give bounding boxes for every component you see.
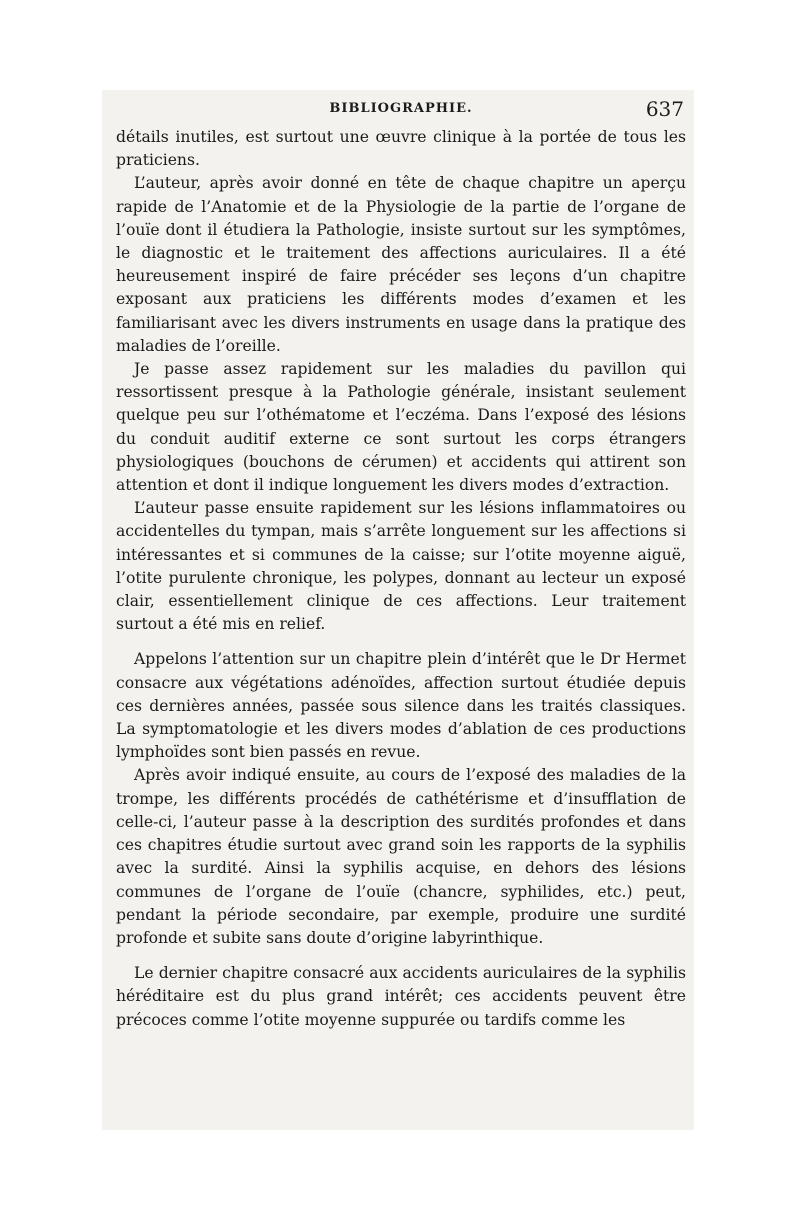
body-text [116,126,686,1032]
page-header [118,97,684,121]
page-number: 637 [645,97,684,121]
paragraph-continuation: détails inutiles, est surtout une œuvre clinique à la portée de tous les praticiens. [116,128,686,170]
paragraph-tympan: L’auteur passe ensuite rapidement sur les lésions inflammatoires ou accidentelles du tympan, mais s’arrête longuement sur les affections si intéressantes et si communes de la caisse; sur l’otite moyenne aiguë, l’otite purulente chronique, les polypes, donnant au lecteur un exposé clair, essentiellement clinique de ces affections. Leur traitement surtout a été mis en relief. [116,499,686,634]
paragraph-vegetations: Appelons l’attention sur un chapitre plein d’intérêt que le Dr Hermet consacre aux végétations adénoïdes, affection surtout étudiée depuis ces dernières années, passée sous silence dans les traités classiques. La symptomatologie et les divers modes d’ablation de ces productions lymphoïdes sont bien passés en revue. [116,650,686,762]
paragraph-author-overview: L’auteur, après avoir donné en tête de chaque chapitre un aperçu rapide de l’Anatomie et de la Physiologie de la partie de l’organe de l’ouïe dont il étudiera la Pathologie, insiste surtout sur les symptômes, le diagnostic et le traitement des affections auriculaires. Il a été heureusement inspiré de faire précéder ses leçons d’un chapitre exposant aux praticiens les différents modes d’examen et les familiarisant avec les divers instruments en usage dans la pratique des maladies de l’oreille. [116,174,686,355]
paragraph-syphilis-hereditaire: Le dernier chapitre consacré aux accidents auriculaires de la syphilis héréditaire est du plus grand intérêt; ces accidents peuvent être précoces comme l’otite moyenne suppurée ou tardifs comme les [116,964,686,1029]
running-title: BIBLIOGRAPHIE. [329,101,473,116]
paragraph-pavillon: Je passe assez rapidement sur les maladies du pavillon qui ressortissent presque à la Pathologie générale, insistant seulement quelque peu sur l’othématome et l’eczéma. Dans l’exposé des lésions du conduit auditif externe ce sont surtout les corps étrangers physiologiques (bouchons de cérumen) et accidents qui attirent son attention et dont il indique longuement les divers modes d’extraction. [116,360,686,495]
paragraph-trompe-surdites: Après avoir indiqué ensuite, au cours de l’exposé des maladies de la trompe, les différents procédés de cathétérisme et d’insufflation de celle-ci, l’auteur passe à la description des surdités profondes et dans ces chapitres étudie surtout avec grand soin les rapports de la syphilis avec la surdité. Ainsi la syphilis acquise, en dehors des lésions communes de l’organe de l’ouïe (chancre, syphilides, etc.) peut, pendant la période secondaire, par exemple, produire une surdité profonde et subite sans doute d’origine labyrinthique. [116,766,686,947]
